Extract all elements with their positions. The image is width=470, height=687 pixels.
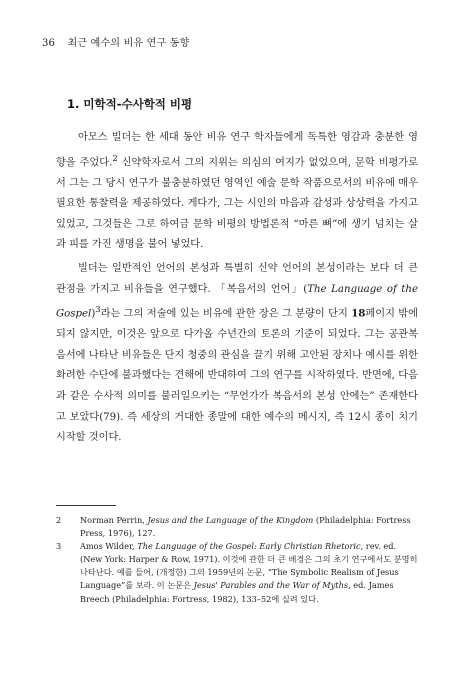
- footnote-3-title-2: Jesus' Parables and the War of Myths: [193, 580, 349, 591]
- footnote-ref-3: 3: [95, 305, 101, 316]
- footnote-3-text-c: , ed. James Breech (Philadelphia: Fortress, 1982), 133–52에 실려 있다.: [80, 580, 394, 604]
- book-title-italic: The Language of the Gospel: [56, 283, 418, 320]
- paragraph-2-text-b: ): [91, 308, 96, 320]
- paragraph-2-text-d: 페이지 밖에 되지 않지만, 이것은 앞으로 다가올 수년간의 토론의 기준이 되었다. 그는 공관복음서에 나타난 비유들은 단지 청중의 관심을 끌기 위해 고안된 장치나 예시를 위한 화려한 수단에 불과했다는 견해에 반대하여 그의 연구를 시작하였다. 반면에, 다음과 같은 수사적 의미를 불러일으키는 “무언가가 복음서의 본성 안에는” 존재한다고 보았다(79). 즉 세상의 거대한 종말에 대한 예수의 메시지, 즉 12시 종이 치기 시작할 것이다.: [56, 308, 419, 444]
- paragraph-1-text-a: 아모스 빌더는 한 세대 동안 비유 연구 학자들에게 독특한 영감과 충분한 영향을 주었다.: [56, 132, 418, 168]
- paragraph-1-text-b: 신약학자로서 그의 지위는 의심의 여지가 없었으며, 문학 비평가로서 그는 그 당시 연구가 불충분하였던 영역인 예술 문학 작품으로서의 비유에 매우 필요한 통찰력을 제공하였다. 게다가, 그는 시인의 마음과 감성과 상상력을 가지고 있었고, 그것들은 그로 하여금 문학 비평의 방법론적 “마른 뼈”에 생기 넘치는 살과 피를 가진 생명을 불어 넣었다.: [56, 156, 418, 251]
- paragraph-2-text-a: 빌더는 일반적인 언어의 본성과 특별히 신약 언어의 본성이라는 보다 더 큰 관점을 가지고 비유들을 연구했다. 「복음서의 언어」(: [56, 262, 418, 295]
- footnote-3-text-b: , rev. ed. (New York: Harper & Row, 1971). 이것에 관한 더 큰 배경은 그의 초기 연구에서도 분명히 나타난다. 예를 들어, (개정한) 그의 1959년의 논문, “The Symbolic Realism of Jesus Language”를 보라. 이 논문은: [80, 541, 418, 591]
- paragraph-1: [56, 128, 418, 256]
- footnotes: [56, 514, 420, 606]
- page-count-bold: 18: [351, 307, 366, 320]
- section-title: 1. 미학적-수사학적 비평: [67, 97, 193, 111]
- footnote-2-text-a: Norman Perrin,: [80, 515, 148, 525]
- running-head-title: 최근 예수의 비유 연구 동향: [67, 38, 190, 49]
- body-text: [56, 128, 418, 449]
- footnote-text: [80, 514, 420, 540]
- footnote-text: [80, 540, 420, 605]
- footnote-number: 2: [56, 515, 62, 525]
- paragraph-2-text-c: 라는 그의 저술에 있는 비유에 관한 장은 그 분량이 단지: [100, 308, 352, 320]
- running-head: [42, 34, 190, 49]
- footnote-ref-2: 2: [112, 153, 118, 164]
- footnote-2-text-b: (Philadelphia: Fortress Press, 1976), 127.: [80, 515, 411, 539]
- footnote-3: [56, 540, 420, 605]
- paragraph-2: [56, 259, 418, 449]
- footnote-number: 3: [56, 541, 62, 552]
- footnote-divider: [56, 505, 116, 506]
- footnote-3-title-1: The Language of the Gospel: Early Christian Rhetoric: [137, 541, 361, 552]
- footnote-2-title: Jesus and the Language of the Kingdom: [147, 515, 314, 525]
- page-number: 36: [42, 38, 56, 49]
- footnote-3-text-a: Amos Wilder,: [80, 541, 138, 552]
- footnote-2: [56, 514, 420, 540]
